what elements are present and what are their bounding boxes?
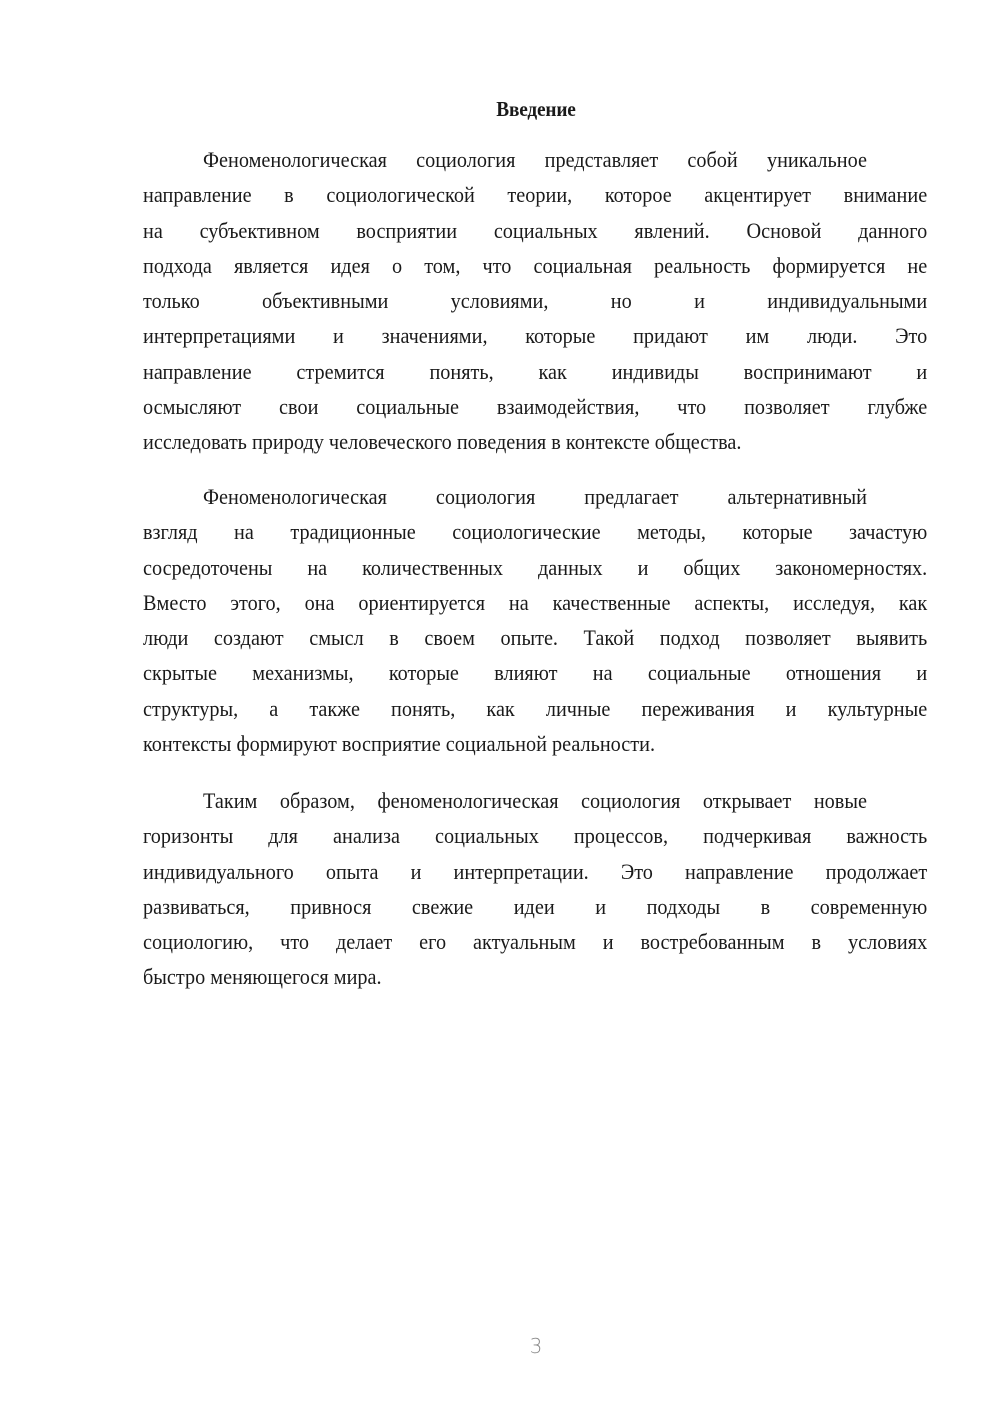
text-line: подхода является идея о том, что социальная реальность формируется не (143, 252, 928, 278)
text-line: горизонты для анализа социальных процессов, подчеркивая важность (143, 823, 928, 849)
text-line: осмысляют свои социальные взаимодействия, что позволяет глубже (143, 394, 928, 420)
text-line: интерпретациями и значениями, которые придают им люди. Это (143, 323, 928, 349)
text-line: Вместо этого, она ориентируется на качественные аспекты, исследуя, как (143, 589, 928, 615)
paragraph-1 (143, 142, 928, 460)
text-line: на субъективном восприятии социальных явлений. Основой данного (143, 217, 928, 243)
text-line: Таким образом, феноменологическая социология открывает новые (203, 788, 867, 813)
text-line: развиваться, привнося свежие идеи и подходы в современную (143, 893, 928, 919)
text-line: взгляд на традиционные социологические методы, которые зачастую (143, 519, 928, 545)
text-line: скрытые механизмы, которые влияют на социальные отношения и (143, 660, 928, 686)
text-line: направление в социологической теории, которое акцентирует внимание (143, 182, 928, 208)
text-line: направление стремится понять, как индивиды воспринимают и (143, 358, 928, 384)
text-line: сосредоточены на количественных данных и общих закономерностях. (143, 554, 928, 580)
text-line: контексты формируют восприятие социальной реальности. (143, 731, 656, 757)
paragraph-3 (143, 783, 928, 995)
text-line: люди создают смысл в своем опыте. Такой подход позволяет выявить (143, 625, 928, 651)
page-number: 3 (529, 1334, 543, 1358)
text-line: социологию, что делает его актуальным и востребованным в условиях (143, 929, 928, 955)
text-line: Феноменологическая социология предлагает альтернативный (203, 484, 867, 509)
section-title: Введение (496, 97, 576, 121)
text-line: исследовать природу человеческого поведения в контексте общества. (143, 429, 742, 455)
text-line: быстро меняющегося мира. (143, 964, 382, 990)
text-line: Феноменологическая социология представляет собой уникальное (203, 147, 867, 172)
text-line: индивидуального опыта и интерпретации. Это направление продолжает (143, 858, 928, 884)
text-line: структуры, а также понять, как личные переживания и культурные (143, 695, 928, 721)
text-line: только объективными условиями, но и индивидуальными (143, 288, 928, 314)
paragraph-2 (143, 479, 928, 761)
